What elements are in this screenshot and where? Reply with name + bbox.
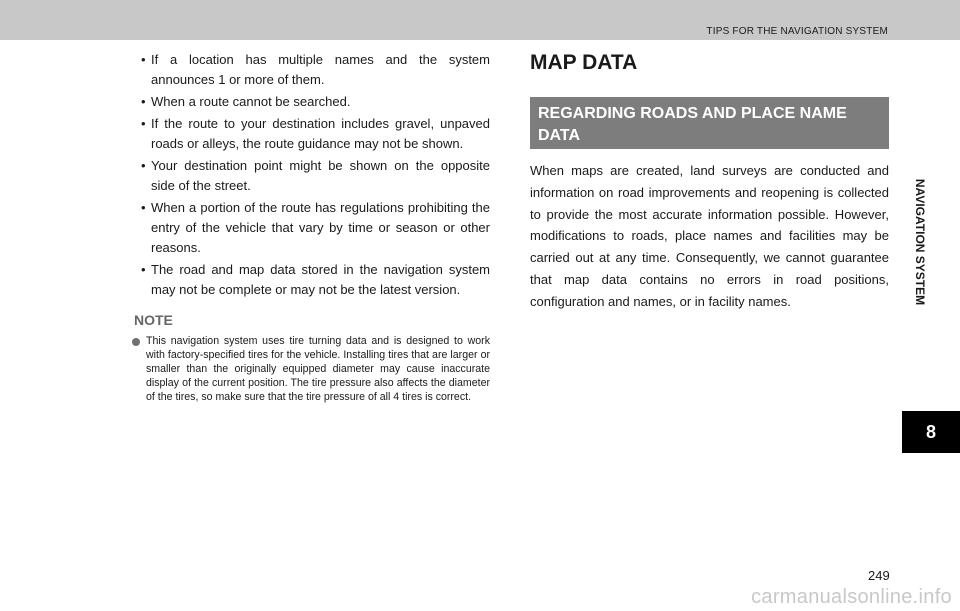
section-heading: REGARDING ROADS AND PLACE NAME DATA — [530, 97, 889, 149]
list-item: • The road and map data stored in the navigation system may not be complete or may not be the latest version. — [130, 260, 490, 300]
list-item: • When a route cannot be searched. — [130, 92, 490, 112]
note-heading: NOTE — [134, 312, 173, 328]
header-section-title: TIPS FOR THE NAVIGATION SYSTEM — [706, 26, 888, 37]
page-number: 249 — [868, 568, 890, 583]
bullet-dot-icon — [132, 338, 140, 346]
list-item: • If the route to your destination includes gravel, unpaved roads or alleys, the route guidance may not be shown. — [130, 114, 490, 154]
side-tab-label — [910, 178, 930, 306]
note-text: This navigation system uses tire turning data and is designed to work with factory-specified tires for the vehicle. Installing tires that are larger or smaller than the originally equipped diameter may cause inaccurate display of the current position. The tire pressure also affects the diameter of the tires, so make sure that the tire pressure of all 4 tires is correct. — [146, 335, 490, 403]
side-tab-label-text: NAVIGATION SYSTEM — [913, 178, 927, 306]
right-column — [530, 50, 889, 313]
watermark: carmanualsonline.info — [751, 586, 952, 608]
body-paragraph: When maps are created, land surveys are conducted and information on road improvements and reopening is collected to provide the most accurate information possible. However, modifications to roads, place names and facilities may be carried out at any time. Consequently, we cannot guarantee that map data contains no errors in road positions, configuration and names, or in facility names. — [530, 163, 889, 309]
left-column — [130, 50, 490, 404]
list-item: • If a location has multiple names and the system announces 1 or more of them. — [130, 50, 490, 90]
note-item — [130, 334, 490, 404]
list-item: • Your destination point might be shown on the opposite side of the street. — [130, 156, 490, 196]
chapter-number: 8 — [902, 411, 960, 453]
bullet-list — [130, 50, 490, 300]
list-item: • When a portion of the route has regulations prohibiting the entry of the vehicle that vary by time or season or other reasons. — [130, 198, 490, 258]
page-title: MAP DATA — [530, 51, 638, 74]
